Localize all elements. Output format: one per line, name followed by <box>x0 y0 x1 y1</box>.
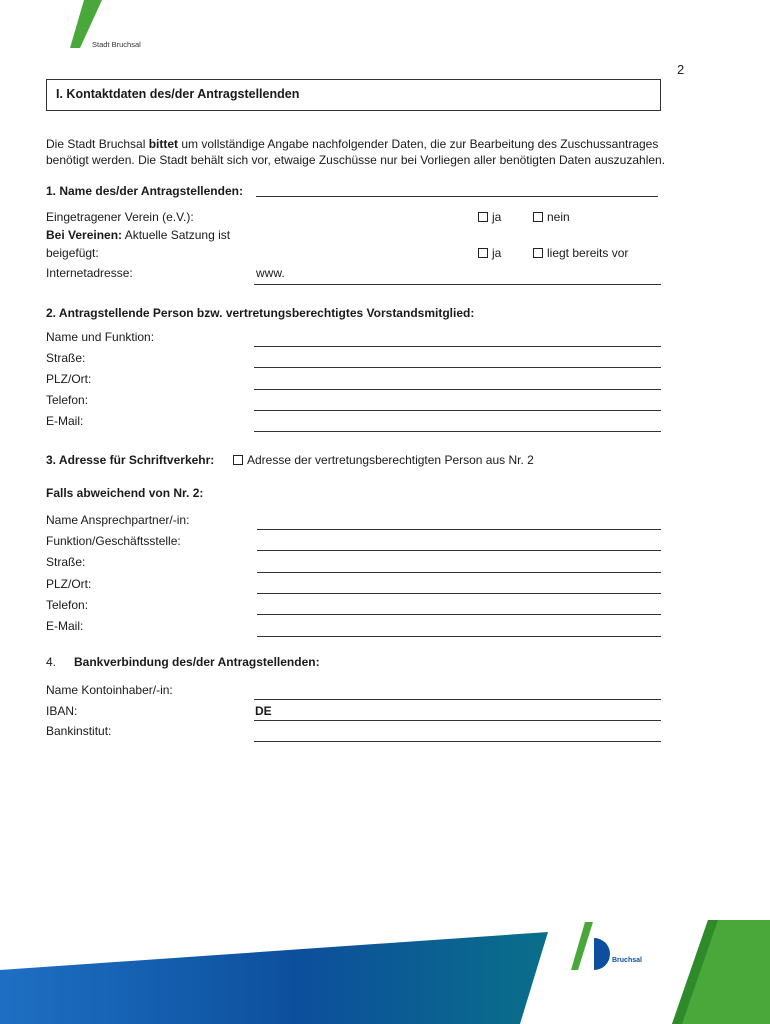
p2-strasse-input-line[interactable] <box>254 367 661 368</box>
p2-field-strasse-label: Straße: <box>46 351 86 365</box>
internet-label: Internetadresse: <box>46 266 133 280</box>
vereine-rest: Aktuelle Satzung ist <box>122 228 231 242</box>
p2-plz-input-line[interactable] <box>254 389 661 390</box>
part2-heading: 2. Antragstellende Person bzw. vertretungsberechtigtes Vorstandsmitglied: <box>46 306 475 320</box>
p2-name-input-line[interactable] <box>254 346 661 347</box>
stadt-bruchsal-logo <box>60 0 170 58</box>
p4-iban-input-line[interactable] <box>254 720 661 721</box>
p2-field-plz-label: PLZ/Ort: <box>46 372 92 386</box>
address-option-label: Adresse der vertretungsberechtigten Person aus Nr. 2 <box>247 453 534 467</box>
p4-kontoinhaber-input-line[interactable] <box>254 699 661 700</box>
p3-field-email-label: E-Mail: <box>46 619 84 633</box>
part4-heading: Bankverbindung des/der Antragstellenden: <box>74 655 320 669</box>
part4-number: 4. <box>46 655 57 669</box>
p4-field-kontoinhaber-label: Name Kontoinhaber/-in: <box>46 683 173 697</box>
checkbox-verein-ja[interactable] <box>478 212 488 222</box>
vereine-bold: Bei Vereinen: <box>46 228 123 242</box>
iban-prefix[interactable]: DE <box>255 704 272 718</box>
p2-telefon-input-line[interactable] <box>254 410 661 411</box>
p2-email-input-line[interactable] <box>254 431 661 432</box>
p3-email-input-line[interactable] <box>257 636 661 637</box>
p3-ansprech-input-line[interactable] <box>257 529 661 530</box>
liegt-label: liegt bereits vor <box>547 246 629 260</box>
intro-text-end: um vollständige Angabe nachfolgender Daten, die zur Bearbeitung des Zuschussantrages benötigt werden. Die Stadt behält sich vor, etwaige Zuschüsse nur bei Vorliegen aller benötigten Daten auszuzahlen. <box>46 137 666 167</box>
name-antragsteller-line[interactable] <box>256 196 658 197</box>
p2-field-email-label: E-Mail: <box>46 414 84 428</box>
section-title: I. Kontaktdaten des/der Antragstellenden <box>56 87 300 101</box>
satzung-ja-option[interactable] <box>478 246 501 260</box>
p3-field-strasse-label: Straße: <box>46 555 86 569</box>
intro-paragraph <box>46 136 666 168</box>
p3-funktion-input-line[interactable] <box>257 550 661 551</box>
checkbox-satzung-ja[interactable] <box>478 248 488 258</box>
satzung-ja-label: ja <box>492 246 502 260</box>
beigefuegt-label: beigefügt: <box>46 246 99 260</box>
p2-field-name-label: Name und Funktion: <box>46 330 155 344</box>
footer-logo-text: Bruchsal <box>612 957 642 964</box>
verein-nein-option[interactable] <box>533 210 570 224</box>
page-number: 2 <box>677 62 685 77</box>
abweichend-heading: Falls abweichend von Nr. 2: <box>46 486 204 500</box>
internet-value[interactable]: www. <box>256 266 285 280</box>
satzung-liegt-option[interactable] <box>533 246 628 260</box>
p4-field-bankinstitut-label: Bankinstitut: <box>46 724 112 738</box>
p3-field-ansprech-label: Name Ansprechpartner/-in: <box>46 513 190 527</box>
verein-label: Eingetragener Verein (e.V.): <box>46 210 194 224</box>
verein-ja-option[interactable] <box>478 210 501 224</box>
p3-field-telefon-label: Telefon: <box>46 598 89 612</box>
p3-strasse-input-line[interactable] <box>257 572 661 573</box>
p3-telefon-input-line[interactable] <box>257 614 661 615</box>
checkbox-verein-nein[interactable] <box>533 212 543 222</box>
intro-text-bold: bittet <box>148 137 179 151</box>
address-option[interactable] <box>233 453 534 467</box>
checkbox-liegt-bereits-vor[interactable] <box>533 248 543 258</box>
footer-logo-mark <box>571 922 610 970</box>
part3-heading: 3. Adresse für Schriftverkehr: <box>46 453 215 467</box>
verein-ja-label: ja <box>492 210 502 224</box>
p4-field-iban-label: IBAN: <box>46 704 78 718</box>
logo-text: Stadt Bruchsal <box>92 40 141 49</box>
p4-bankinstitut-input-line[interactable] <box>254 741 661 742</box>
part1-heading: 1. Name des/der Antragstellenden: <box>46 184 243 198</box>
p3-field-plz-label: PLZ/Ort: <box>46 577 92 591</box>
p3-plz-input-line[interactable] <box>257 593 661 594</box>
footer-banner <box>0 920 770 1024</box>
internet-line <box>254 284 661 285</box>
intro-text-start: Die Stadt Bruchsal <box>46 137 149 151</box>
p2-field-telefon-label: Telefon: <box>46 393 89 407</box>
verein-nein-label: nein <box>547 210 570 224</box>
checkbox-address-nr2[interactable] <box>233 455 243 465</box>
p3-field-funktion-label: Funktion/Geschäftsstelle: <box>46 534 181 548</box>
vereine-note <box>46 228 230 242</box>
